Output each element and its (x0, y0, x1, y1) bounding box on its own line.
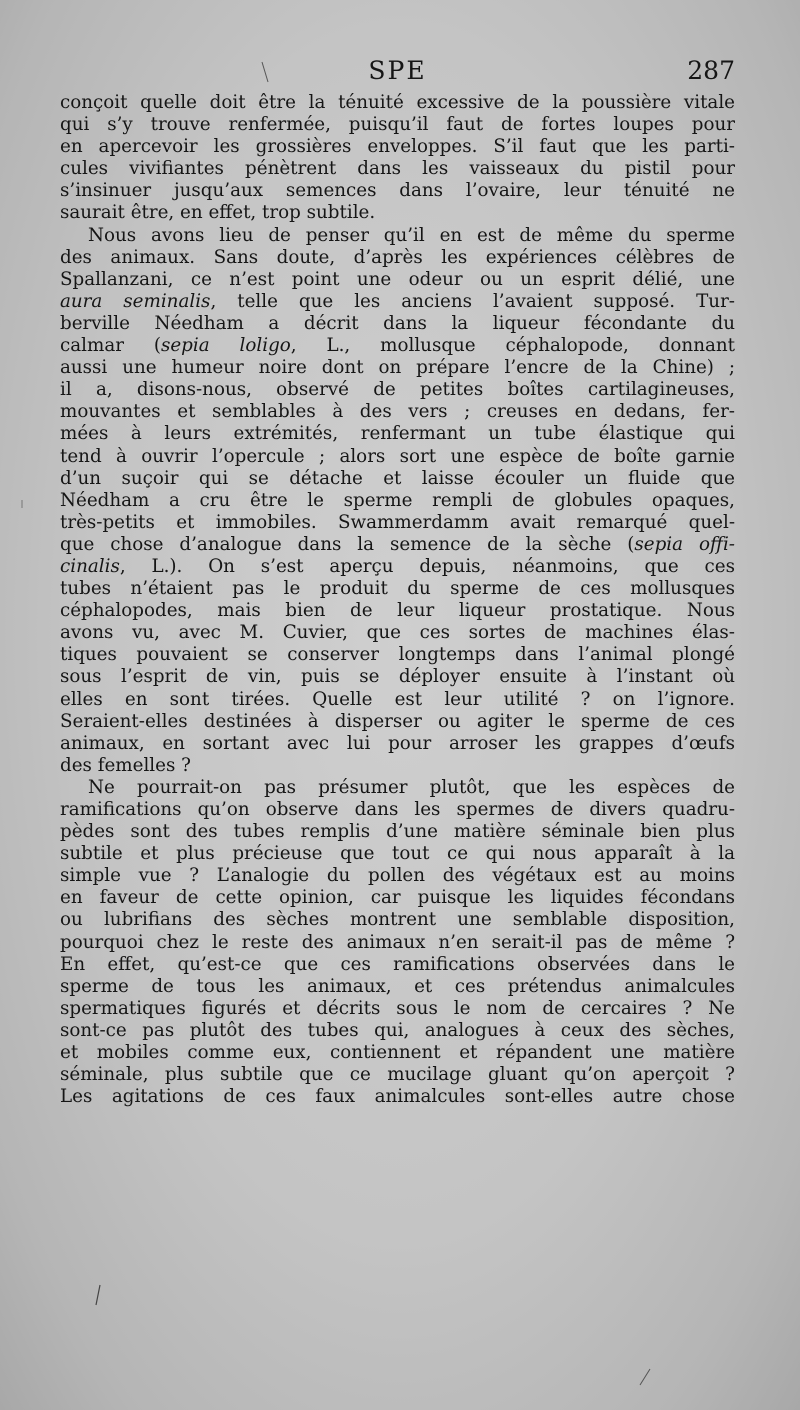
text-line (60, 1020, 735, 1042)
text-segment: sont-ce pas plutôt des tubes qui, analogues à ceux des sèches, (60, 1019, 735, 1041)
text-segment: subtile et plus précieuse que tout ce qui nous apparaît à la (60, 843, 735, 865)
text-segment: En effet, qu’est-ce que ces ramifications observées dans le (60, 953, 735, 975)
text-segment: il a, disons-nous, observé de petites boîtes cartilagineuses, (60, 379, 735, 401)
text-line (60, 887, 735, 909)
text-line (60, 578, 735, 600)
text-segment: simple vue ? L’analogie du pollen des végétaux est au moins (60, 865, 735, 887)
text-segment: et mobiles comme eux, contiennent et répandent une matière (60, 1042, 735, 1064)
text-segment: séminale, plus subtile que ce mucilage gluant qu’on aperçoit ? (60, 1064, 735, 1086)
text-line (60, 865, 735, 887)
text-segment: spermatiques figurés et décrits sous le nom de cercaires ? Ne (60, 997, 735, 1019)
text-line (60, 799, 735, 821)
text-segment: saurait être, en effet, trop subtile. (60, 202, 376, 224)
text-segment: mées à leurs extrémités, renfermant un tube élastique qui (60, 423, 735, 445)
text-segment: ramifications qu’on observe dans les spermes de divers quadru- (60, 799, 735, 820)
text-line (60, 1086, 735, 1108)
text-line (60, 225, 735, 247)
text-segment: s’insinuer jusqu’aux semences dans l’ovaire, leur ténuité ne (60, 180, 735, 202)
text-segment: Néedham a cru être le sperme rempli de globules opaques, (60, 489, 735, 511)
text-line (60, 843, 735, 865)
text-line (60, 335, 735, 357)
text-line (60, 976, 735, 998)
text-segment: pourquoi chez le reste des animaux n’en serait-il pas de même ? (60, 931, 735, 953)
text-segment: sperme de tous les animaux, et ces prétendus animalcules (60, 975, 735, 997)
text-line (60, 379, 735, 401)
text-line (60, 468, 735, 490)
text-segment: des femelles ? (60, 754, 191, 776)
text-segment: très-petits et immobiles. Swammerdamm avait remarqué quel- (60, 511, 735, 533)
italic-text: cinalis (60, 555, 120, 577)
text-segment: berville Néedham a décrit dans la liqueur fécondante du (60, 312, 735, 334)
page-header (60, 56, 735, 90)
italic-text: aura seminalis (60, 290, 211, 312)
text-line (60, 622, 735, 644)
text-segment: cules vivifiantes pénètrent dans les vaisseaux du pistil pour (60, 158, 735, 180)
text-segment: , L., mollusque céphalopode, donnant (290, 335, 735, 357)
text-line (60, 313, 735, 335)
italic-text: sepia loligo (160, 335, 291, 357)
text-segment: tiques pouvaient se conserver longtemps dans l’animal plongé (60, 644, 735, 666)
text-line (60, 600, 735, 622)
text-segment: animaux, en sortant avec lui pour arroser les grappes d’œufs (60, 732, 735, 754)
text-line (60, 158, 735, 180)
text-line (60, 136, 735, 158)
text-line (60, 777, 735, 799)
text-segment: , telle que les anciens l’avaient supposé. Tur- (210, 290, 735, 312)
text-segment: tubes n’étaient pas le produit du sperme de ces mollusques (60, 578, 735, 600)
text-segment: Spallanzani, ce n’est point une odeur ou un esprit délié, une (60, 268, 735, 290)
text-segment: conçoit quelle doit être la ténuité excessive de la poussière vitale (60, 92, 735, 113)
text-segment: sous l’esprit de vin, puis se déployer ensuite à l’instant où (60, 666, 735, 688)
text-segment: elles en sont tirées. Quelle est leur utilité ? on l’ignore. (60, 688, 735, 710)
text-segment: céphalopodes, mais bien de leur liqueur prostatique. Nous (60, 600, 735, 622)
text-line (60, 733, 735, 755)
text-segment: calmar ( (60, 335, 161, 357)
text-segment: des animaux. Sans doute, d’après les expériences célèbres de (60, 246, 735, 268)
text-line (60, 180, 735, 202)
text-line (60, 644, 735, 666)
body-text (60, 92, 735, 1108)
text-segment: aussi une humeur noire dont on prépare l’encre de la Chine) ; (60, 357, 735, 379)
text-line (60, 666, 735, 688)
text-line (60, 423, 735, 445)
text-segment: d’un suçoir qui se détache et laisse écouler un fluide que (60, 467, 735, 489)
text-line (60, 269, 735, 291)
text-line (60, 1042, 735, 1064)
text-line (60, 534, 735, 556)
text-line (60, 932, 735, 954)
text-line (60, 114, 735, 136)
text-segment: avons vu, avec M. Cuvier, que ces sortes de machines élas- (60, 622, 735, 644)
text-line (60, 512, 735, 534)
text-segment: pèdes sont des tubes remplis d’une matière séminale bien plus (60, 821, 735, 843)
text-segment: Ne pourrait-on pas présumer plutôt, que les espèces de (88, 776, 735, 798)
text-line (60, 711, 735, 733)
text-segment: ou lubrifians des sèches montrent une semblable disposition, (60, 909, 735, 931)
text-segment: mouvantes et semblables à des vers ; creuses en dedans, fer- (60, 401, 735, 423)
text-line (60, 446, 735, 468)
text-line (60, 821, 735, 843)
text-line (60, 1064, 735, 1086)
text-line (60, 954, 735, 976)
text-segment: Seraient-elles destinées à disperser ou agiter le sperme de ces (60, 710, 735, 732)
text-line (60, 401, 735, 423)
running-head: SPE (368, 56, 427, 85)
text-line (60, 291, 735, 313)
text-segment: , L.). On s’est aperçu depuis, néanmoins, que ces (119, 555, 735, 577)
text-segment: en faveur de cette opinion, car puisque les liquides fécondans (60, 887, 735, 909)
italic-text: sepia offi- (634, 533, 735, 555)
text-line (60, 909, 735, 931)
text-line (60, 247, 735, 269)
text-segment: Nous avons lieu de penser qu’il en est de même du sperme (88, 224, 735, 246)
text-segment: qui s’y trouve renfermée, puisqu’il faut de fortes loupes pour (60, 114, 735, 136)
text-line (60, 998, 735, 1020)
text-line (60, 357, 735, 379)
text-segment: Les agitations de ces faux animalcules sont-elles autre chose (60, 1086, 735, 1108)
text-segment: en apercevoir les grossières enveloppes. S’il faut que les parti- (60, 136, 735, 158)
text-line (60, 202, 735, 224)
page-number: 287 (687, 56, 735, 85)
text-line (60, 92, 735, 114)
text-line (60, 689, 735, 711)
text-line (60, 556, 735, 578)
text-line (60, 755, 735, 777)
text-segment: que chose d’analogue dans la semence de la sèche ( (60, 533, 635, 555)
text-line (60, 490, 735, 512)
text-segment: tend à ouvrir l’opercule ; alors sort une espèce de boîte garnie (60, 445, 735, 467)
